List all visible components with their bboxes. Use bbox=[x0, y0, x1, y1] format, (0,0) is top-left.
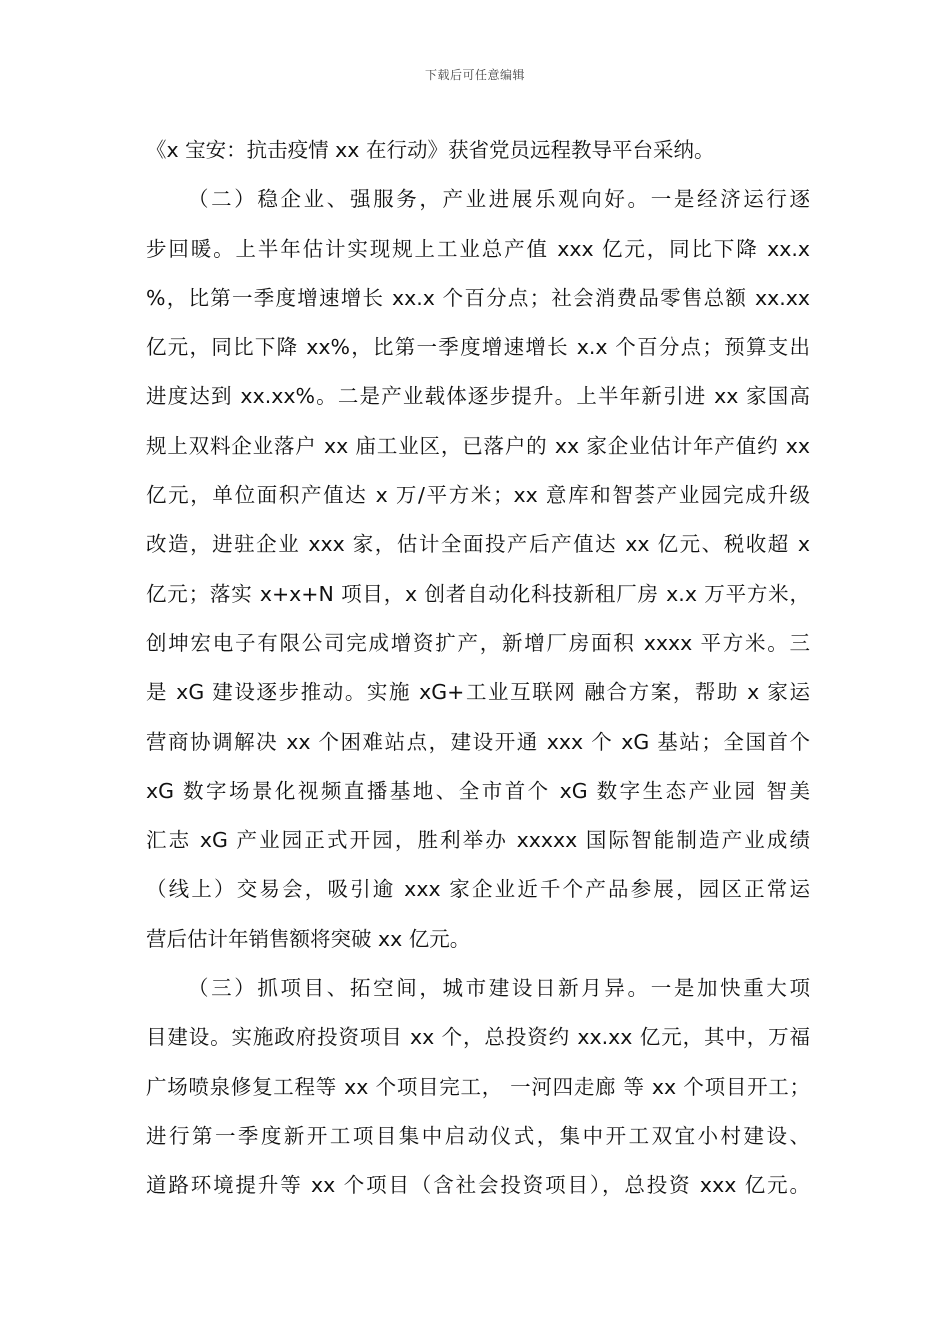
text-line: 《x 宝安：抗击疫情 xx 在行动》获省党员远程教导平台采纳。 bbox=[146, 138, 715, 162]
page-header-note: 下载后可任意编辑 bbox=[424, 68, 525, 82]
text-line: 营商协调解决 xx 个困难站点，建设开通 xxx 个 xG 基站；全国首个 bbox=[146, 729, 810, 754]
text-line: 目建设。实施政府投资项目 xx 个，总投资约 xx.xx 亿元，其中，万福 bbox=[146, 1025, 810, 1050]
text-line: %，比第一季度增速增长 xx.x 个百分点；社会消费品零售总额 xx.xx bbox=[146, 285, 810, 310]
text-line: 规上双料企业落户 xx 庙工业区，已落户的 xx 家企业估计年产值约 xx bbox=[146, 433, 810, 458]
text-line: xG 数字场景化视频直播基地、全市首个 xG 数字生态产业园 智美 bbox=[146, 778, 810, 803]
paragraph-3-start: （三）抓项目、拓空间，城市建设日新月异。一是加快重大项 bbox=[188, 976, 810, 1001]
text-line: （线上）交易会，吸引逾 xxx 家企业近千个产品参展，园区正常运 bbox=[146, 877, 810, 902]
text-line: 亿元，同比下降 xx%，比第一季度增速增长 x.x 个百分点；预算支出 bbox=[146, 335, 810, 360]
text-line: 进行第一季度新开工项目集中启动仪式，集中开工双宜小村建设、 bbox=[146, 1123, 810, 1148]
text-line: 广场喷泉修复工程等 xx 个项目完工， 一河四走廊 等 xx 个项目开工； bbox=[146, 1074, 810, 1099]
document-body bbox=[146, 126, 810, 1211]
text-line: 营后估计年销售额将突破 xx 亿元。 bbox=[146, 926, 471, 951]
text-line: 道路环境提升等 xx 个项目（含社会投资项目），总投资 xxx 亿元。 bbox=[146, 1173, 810, 1198]
text-line: 亿元，单位面积产值达 x 万/平方米；xx 意库和智荟产业园完成升级 bbox=[146, 483, 810, 508]
text-line: 步回暖。上半年估计实现规上工业总产值 xxx 亿元，同比下降 xx.x bbox=[146, 236, 810, 261]
text-line: 汇志 xG 产业园正式开园，胜利举办 xxxxx 国际智能制造产业成绩 bbox=[146, 828, 810, 853]
text-line: 创坤宏电子有限公司完成增资扩产，新增厂房面积 xxxx 平方米。三 bbox=[146, 630, 810, 655]
text-line: 是 xG 建设逐步推动。实施 xG+工业互联网 融合方案，帮助 x 家运 bbox=[146, 680, 810, 705]
text-line: 亿元；落实 x+x+N 项目，x 创者自动化科技新租厂房 x.x 万平方米， bbox=[146, 581, 810, 606]
text-line: 改造，进驻企业 xxx 家，估计全面投产后产值达 xx 亿元、税收超 x bbox=[146, 532, 810, 557]
text-line: 进度达到 xx.xx%。二是产业载体逐步提升。上半年新引进 xx 家国高 bbox=[146, 384, 810, 409]
paragraph-2-start: （二）稳企业、强服务，产业进展乐观向好。一是经济运行逐 bbox=[188, 187, 810, 212]
